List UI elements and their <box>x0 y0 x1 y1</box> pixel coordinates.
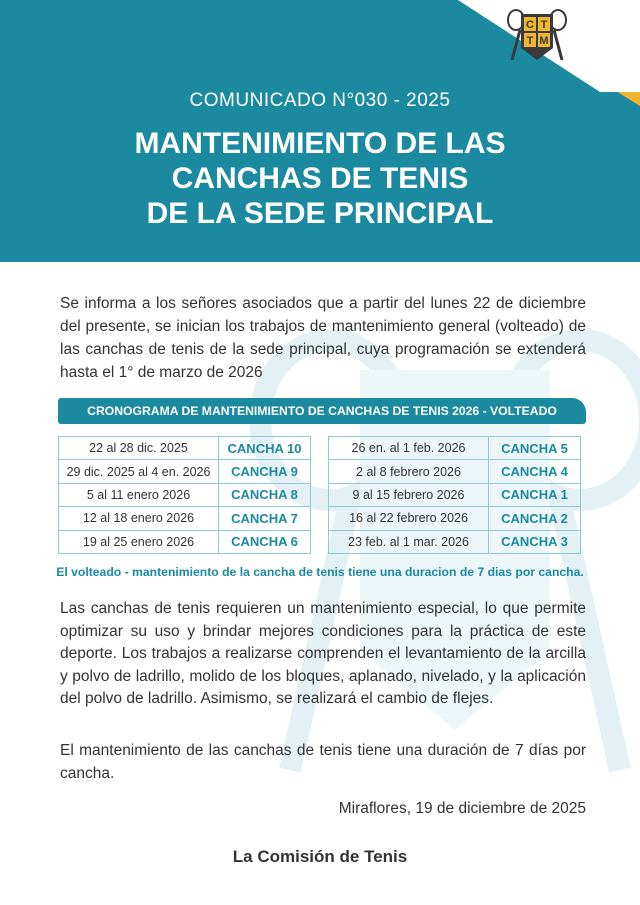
date-range: 22 al 28 dic. 2025 <box>59 437 219 460</box>
court-name: CANCHA 6 <box>219 530 311 553</box>
table-row <box>59 530 311 553</box>
date-range: 9 al 15 febrero 2026 <box>329 483 489 506</box>
schedule-table-left <box>58 436 311 554</box>
title-line: DE LA SEDE PRINCIPAL <box>146 197 494 230</box>
title-line: MANTENIMIENTO DE LAS <box>134 127 506 160</box>
logo-letter-c: C <box>526 19 534 31</box>
place-date: Miraflores, 19 de diciembre de 2025 <box>338 800 586 817</box>
table-row <box>329 483 581 506</box>
table-row <box>329 437 581 460</box>
schedule-note: El volteado - mantenimiento de la cancha de tenis tiene una duracion de 7 dias por cancha. <box>56 565 584 579</box>
court-name: CANCHA 4 <box>489 460 581 483</box>
table-row <box>59 460 311 483</box>
court-name: CANCHA 9 <box>219 460 311 483</box>
court-name: CANCHA 8 <box>219 483 311 506</box>
court-name: CANCHA 7 <box>219 507 311 530</box>
table-row <box>59 507 311 530</box>
court-name: CANCHA 3 <box>489 530 581 553</box>
date-range: 29 dic. 2025 al 4 en. 2026 <box>59 460 219 483</box>
table-row <box>59 483 311 506</box>
logo-letter-m: M <box>539 35 549 47</box>
court-name: CANCHA 1 <box>489 483 581 506</box>
court-name: CANCHA 10 <box>219 437 311 460</box>
maintenance-description: Las canchas de tenis requieren un mantenimiento especial, lo que permite optimizar su uso y brindar mejores condiciones para la práctica de este deporte. Los trabajos a realizarse comprenden el levantamiento de la arcilla y polvo de ladrillo, molido de los bloques, aplanado, nivelado, y la aplicación del polvo de ladrillo. Asimismo, se realizará el cambio de flejes. <box>60 600 586 707</box>
logo-letter-t1: T <box>540 19 548 31</box>
intro-paragraph: Se informa a los señores asociados que a partir del lunes 22 de diciembre del presente, se inician los trabajos de mantenimiento general (volteado) de las canchas de tenis de la sede principal, cuya programación se extenderá hasta el 1° de marzo de 2026 <box>60 295 586 381</box>
logo-letter-t2: T <box>526 35 534 47</box>
club-logo <box>506 8 568 64</box>
table-row <box>329 530 581 553</box>
table-row <box>329 507 581 530</box>
schedule-table-right <box>328 436 581 554</box>
table-row <box>329 460 581 483</box>
comunicado-number: COMUNICADO N°030 - 2025 <box>189 90 451 111</box>
date-range: 16 al 22 febrero 2026 <box>329 507 489 530</box>
date-range: 5 al 11 enero 2026 <box>59 483 219 506</box>
duration-paragraph: El mantenimiento de las canchas de tenis tiene una duración de 7 días por cancha. <box>60 742 586 782</box>
date-range: 26 en. al 1 feb. 2026 <box>329 437 489 460</box>
schedule-title: CRONOGRAMA DE MANTENIMIENTO DE CANCHAS DE TENIS 2026 - VOLTEADO GENERAL <box>58 398 586 424</box>
date-range: 2 al 8 febrero 2026 <box>329 460 489 483</box>
signature: La Comisión de Tenis <box>232 847 408 866</box>
title-line: CANCHAS DE TENIS <box>171 162 469 195</box>
court-name: CANCHA 2 <box>489 507 581 530</box>
page-title <box>0 126 640 231</box>
header-banner <box>0 0 640 262</box>
date-range: 12 al 18 enero 2026 <box>59 507 219 530</box>
date-range: 19 al 25 enero 2026 <box>59 530 219 553</box>
table-row <box>59 437 311 460</box>
date-range: 23 feb. al 1 mar. 2026 <box>329 530 489 553</box>
court-name: CANCHA 5 <box>489 437 581 460</box>
